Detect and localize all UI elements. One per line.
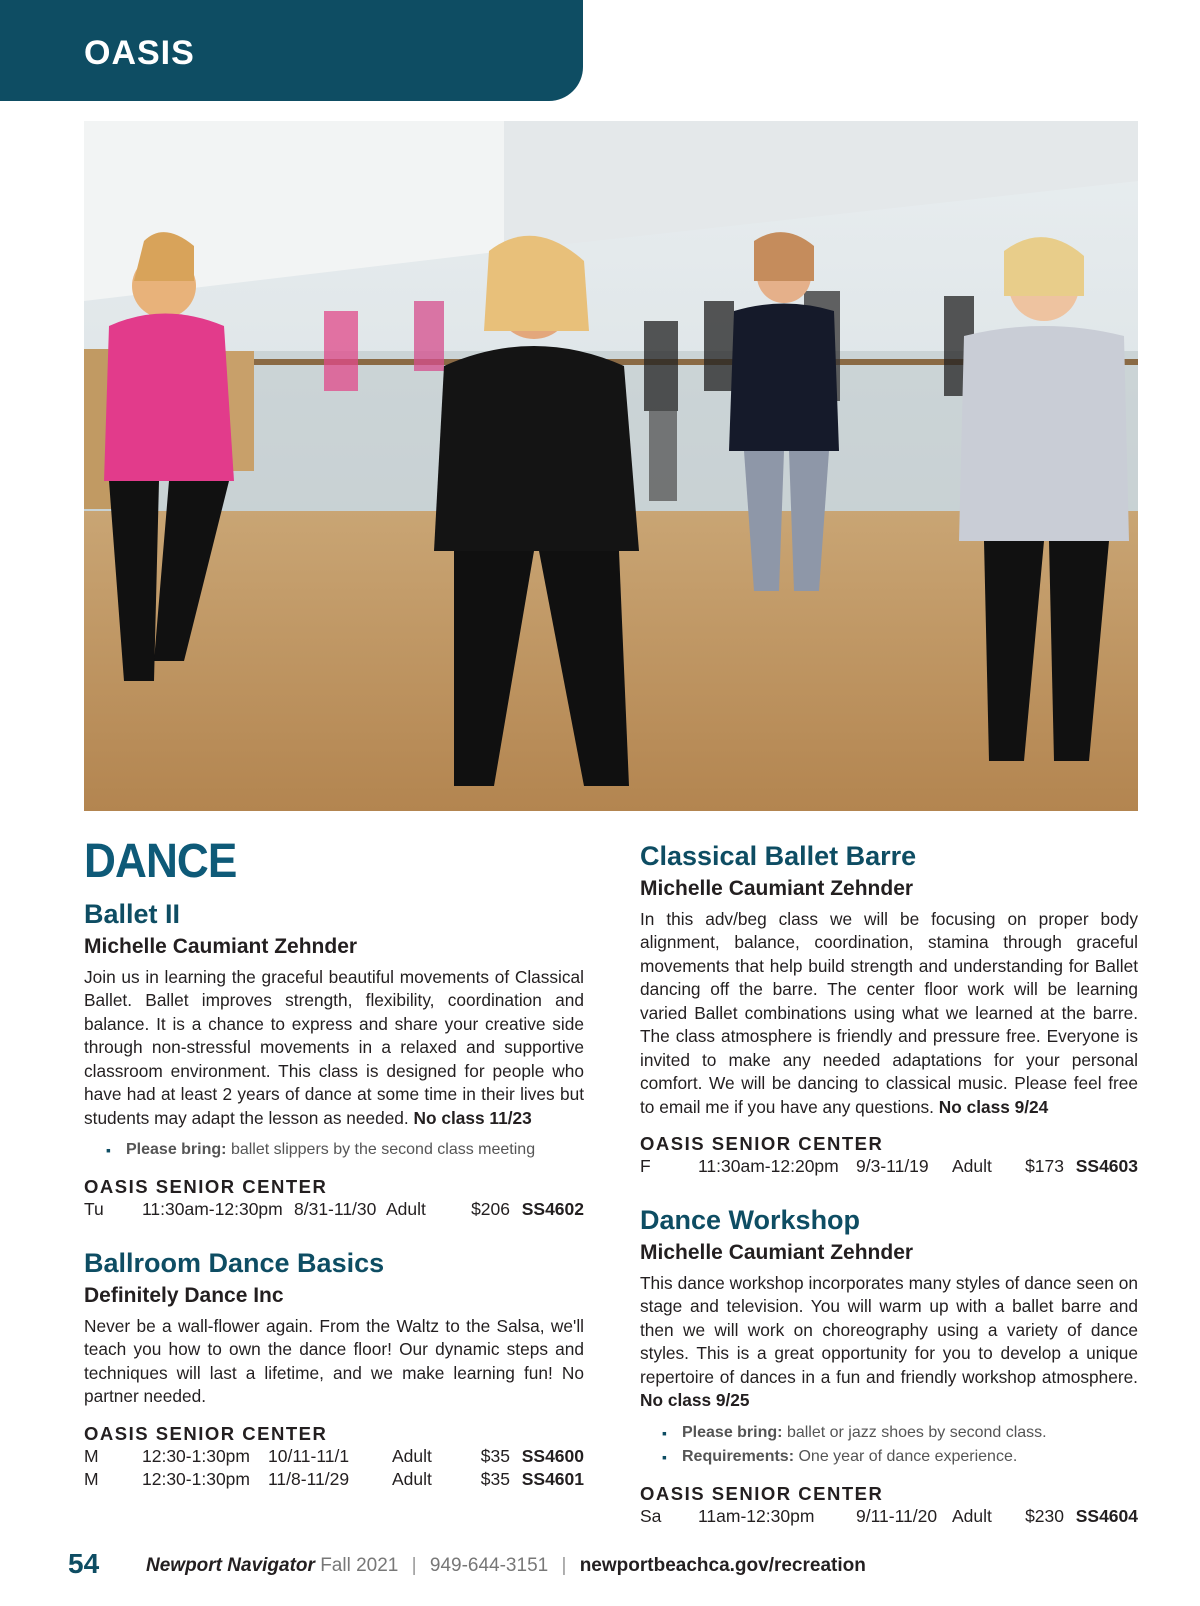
class-location: OASIS SENIOR CENTER — [640, 1482, 884, 1504]
section-title: DANCE — [84, 835, 237, 888]
header-title: OASIS — [84, 34, 195, 72]
class-description: Never be a wall-flower again. From the Waltz to the Salsa, we'll teach you how to own the dance floor! Our dynamic steps and techniques will last a lifetime, and we make learning fun! No partner needed. — [84, 1315, 584, 1407]
schedule-row: M 12:30-1:30pm 11/8-11/29 Adult $35 SS4601 — [84, 1468, 584, 1489]
schedule-table — [84, 1445, 584, 1491]
footer — [146, 1555, 866, 1577]
class-instructor: Michelle Caumiant Zehnder — [640, 877, 914, 901]
schedule-row: Sa 11am-12:30pm 9/11-11/20 Adult $230 SS4604 — [640, 1505, 1138, 1526]
schedule-row: F 11:30am-12:20pm 9/3-11/19 Adult $173 SS4603 — [640, 1156, 1138, 1177]
class-title: Ballroom Dance Basics — [84, 1248, 385, 1279]
class-title: Classical Ballet Barre — [640, 841, 917, 871]
class-ballroom-dance-basics — [84, 1247, 584, 1491]
class-instructor: Definitely Dance Inc — [84, 1284, 284, 1308]
schedule-table — [84, 1198, 584, 1221]
right-column — [640, 840, 1138, 1554]
class-title: Ballet II — [84, 899, 181, 929]
class-note: No class 11/23 — [413, 1107, 532, 1128]
class-dance-workshop — [640, 1204, 1138, 1528]
class-bullets — [640, 1421, 1138, 1469]
left-column — [84, 835, 584, 1517]
footer-separator: | — [561, 1555, 567, 1576]
class-description: In this adv/beg class we will be focusing on proper body alignment, balance, coordination, stamina through graceful movements that help build strength and understanding for Ballet dancing off the barre. The center floor work will be learning varied Ballet combinations using what we learned at the barre. The class atmosphere is friendly and pressure free. Everyone is invited to make any needed adaptations for your personal comfort. We will be dancing to classical music. Please feel free to email me if you have any questions. No class 9/24 — [640, 908, 1138, 1117]
class-description: This dance workshop incorporates many styles of dance seen on stage and television. You will warm up with a ballet barre and then we will work on choreography using a variety of dance styles. This is a great opportunity for you to develop a unique repertoire of dances in a fun and friendly workshop atmosphere. No class 9/25 — [640, 1272, 1138, 1411]
bullet-item: ▪ Please bring: ballet or jazz shoes by second class. — [662, 1421, 1138, 1445]
dance-class-photo — [84, 121, 1138, 811]
page-number: 54 — [68, 1548, 100, 1579]
class-note: No class 9/24 — [938, 1096, 1049, 1117]
class-note: No class 9/25 — [640, 1390, 750, 1411]
footer-phone: 949-644-3151 — [429, 1555, 549, 1576]
schedule-row: Tu 11:30am-12:30pm 8/31-11/30 Adult $206 SS4602 — [84, 1199, 584, 1220]
class-description: Join us in learning the graceful beautiful movements of Classical Ballet. Ballet improves strength, flexibility, coordination and balance. It is a chance to express and share your creative side through non-stressful movements in a relaxed and supportive classroom environment. This class is designed for people who have had at least 2 years of dance at some time in their lives but students may adapt the lesson as needed. No class 11/23 — [84, 966, 584, 1128]
bullet-item: ▪ Please bring: ballet slippers by the second class meeting — [106, 1138, 584, 1162]
schedule-table — [640, 1155, 1138, 1178]
class-location: OASIS SENIOR CENTER — [84, 1176, 328, 1198]
class-location: OASIS SENIOR CENTER — [84, 1422, 328, 1444]
class-title: Dance Workshop — [640, 1205, 861, 1236]
class-instructor: Michelle Caumiant Zehnder — [84, 935, 358, 959]
class-classical-ballet-barre — [640, 840, 1138, 1178]
schedule-table — [640, 1505, 1138, 1528]
schedule-row: M 12:30-1:30pm 10/11-11/1 Adult $35 SS4600 — [84, 1445, 584, 1466]
class-location: OASIS SENIOR CENTER — [640, 1133, 884, 1155]
class-instructor: Michelle Caumiant Zehnder — [640, 1241, 914, 1265]
footer-publication: Newport Navigator — [146, 1555, 315, 1576]
class-ballet-ii — [84, 898, 584, 1221]
footer-separator: | — [411, 1555, 417, 1576]
footer-season: Fall 2021 — [320, 1555, 399, 1576]
class-bullets — [84, 1138, 584, 1162]
footer-url[interactable]: newportbeachca.gov/recreation — [579, 1555, 866, 1576]
bullet-item: ▪ Requirements: One year of dance experience. — [662, 1445, 1138, 1469]
header-banner — [0, 0, 583, 101]
